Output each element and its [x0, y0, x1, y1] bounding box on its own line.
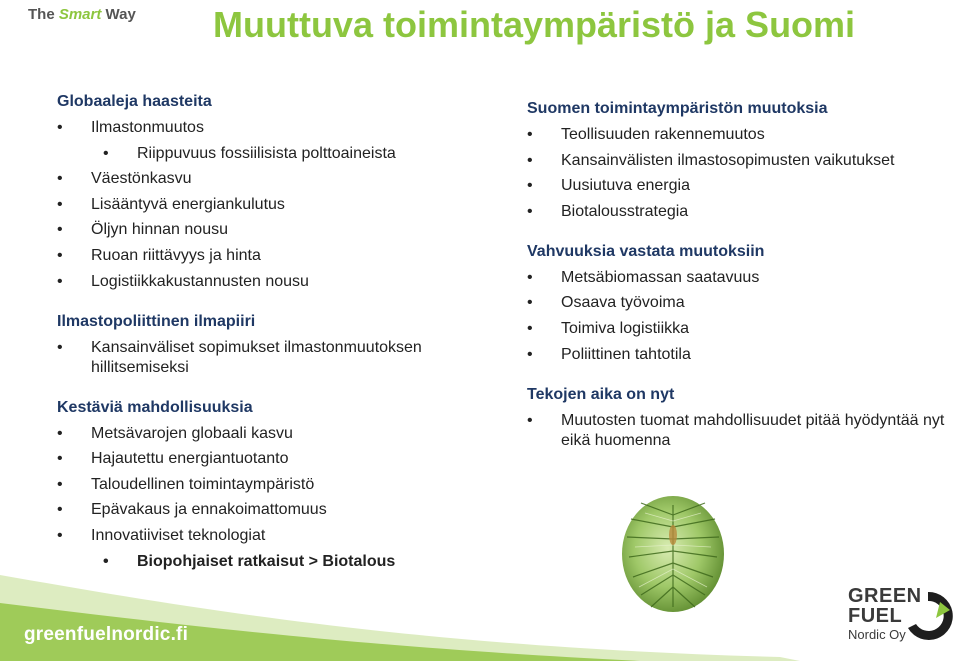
list-item-sub: • Biopohjaiset ratkaisut > Biotalous [57, 552, 477, 572]
list-item: • Toimiva logistiikka [527, 319, 947, 339]
left-column [57, 92, 477, 592]
bullet-list [527, 125, 947, 222]
list-item: • Poliittinen tahtotila [527, 345, 947, 365]
section-global-challenges [57, 92, 477, 292]
section-heading: Kestäviä mahdollisuuksia [57, 398, 253, 416]
list-item: • Uusiutuva energia [527, 176, 947, 196]
footer-url-link[interactable]: greenfuelnordic.fi [24, 624, 189, 645]
bullet-list [57, 338, 477, 378]
list-item: • Logistiikkakustannusten nousu [57, 272, 477, 292]
list-item: • Biotalousstrategia [527, 202, 947, 222]
section-climate-policy [57, 312, 477, 378]
list-item: • Öljyn hinnan nousu [57, 220, 477, 240]
list-item: • Taloudellinen toimintaympäristö [57, 475, 477, 495]
brand-logo-text [28, 6, 136, 23]
section-heading: Vahvuuksia vastata muutoksiin [527, 242, 765, 260]
list-item: • Lisääntyvä energiankulutus [57, 195, 477, 215]
bullet-list [57, 424, 477, 572]
list-item: • Väestönkasvu [57, 169, 477, 189]
company-logo [848, 586, 960, 641]
logo-name: GREEN FUEL [848, 585, 922, 627]
logo-sub: Nordic Oy [848, 627, 906, 642]
list-item: • Ruoan riittävyys ja hinta [57, 246, 477, 266]
list-item: • Osaava työvoima [527, 293, 947, 313]
section-heading: Ilmastopoliittinen ilmapiiri [57, 312, 256, 330]
list-item: • Kansainväliset sopimukset ilmastonmuutoksen hillitsemiseksi [57, 338, 477, 378]
section-heading: Globaaleja haasteita [57, 93, 212, 110]
slide-title: Muuttuva toimintaympäristö ja Suomi [213, 4, 856, 45]
list-item: • Muutosten tuomat mahdollisuudet pitää hyödyntää nyt eikä huomenna [527, 411, 947, 451]
list-item: • Kansainvälisten ilmastosopimusten vaikutukset [527, 151, 947, 171]
brand-accent: Smart [58, 6, 102, 23]
brand-suffix: Way [105, 6, 136, 23]
list-item: • Innovatiiviset teknologiat [57, 526, 477, 546]
list-item: • Teollisuuden rakennemuutos [527, 125, 947, 145]
list-item: • Ilmastonmuutos [57, 118, 477, 138]
bullet-list [527, 411, 947, 451]
list-item: • Epävakaus ja ennakoimattomuus [57, 500, 477, 520]
section-heading: Suomen toimintaympäristön muutoksia [527, 100, 828, 117]
brand-prefix: The [28, 6, 55, 23]
list-item: • Metsävarojen globaali kasvu [57, 424, 477, 444]
list-item: • Hajautettu energiantuotanto [57, 449, 477, 469]
section-finland-changes [527, 99, 947, 222]
right-column [527, 99, 947, 471]
list-item-sub: • Riippuvuus fossiilisista polttoaineista [57, 144, 477, 164]
section-sustainable-opportunities [57, 398, 477, 572]
section-time-to-act [527, 385, 947, 451]
list-item: • Metsäbiomassan saatavuus [527, 268, 947, 288]
section-strengths [527, 242, 947, 365]
section-heading: Tekojen aika on nyt [527, 385, 675, 403]
bullet-list [57, 118, 477, 292]
bullet-list [527, 268, 947, 365]
